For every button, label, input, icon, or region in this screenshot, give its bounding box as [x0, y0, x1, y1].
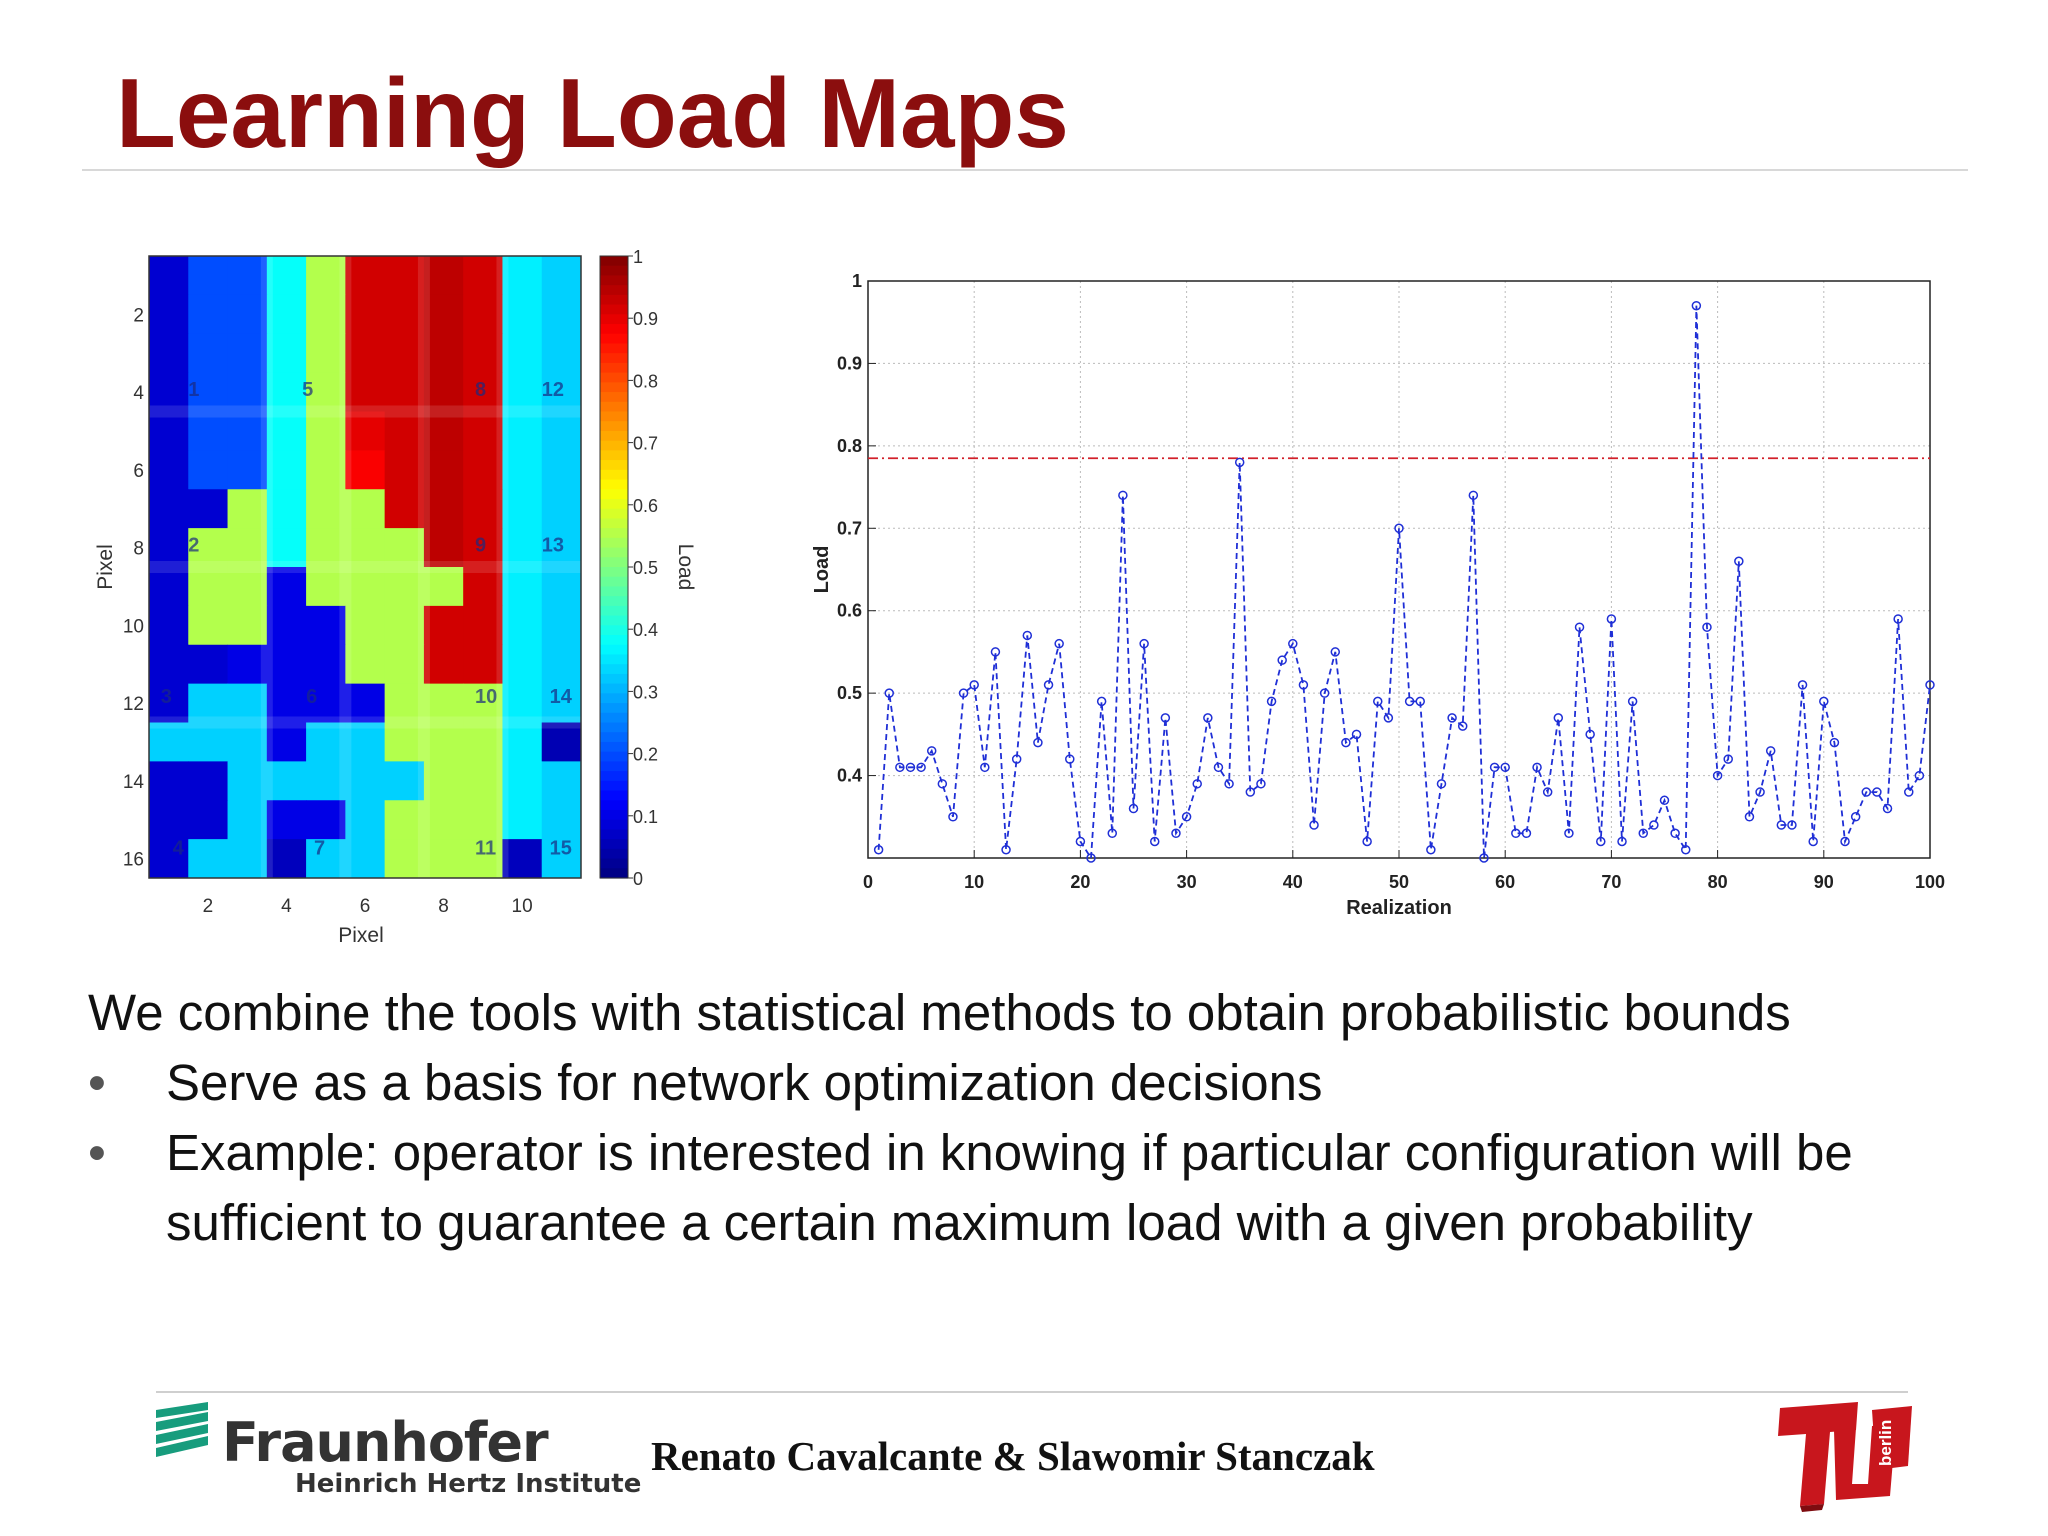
footer-authors: Renato Cavalcante & Slawomir Stanczak — [651, 1433, 1375, 1479]
heatmap-cell — [542, 761, 582, 800]
y-tick-label: 1 — [851, 271, 862, 291]
colorbar-segment — [600, 674, 628, 684]
heatmap-cell — [188, 761, 228, 800]
heatmap-cell — [188, 450, 228, 489]
colorbar-segment — [600, 441, 628, 451]
colorbar-segment — [600, 761, 628, 771]
colorbar-segment — [600, 334, 628, 344]
heatmap-cell-label: 15 — [549, 837, 572, 860]
colorbar-tick: 0.2 — [633, 744, 659, 765]
x-tick-label: 50 — [1388, 872, 1410, 892]
heatmap-cell-label: 11 — [474, 837, 497, 860]
heatmap-y-tick: 16 — [122, 849, 144, 871]
street-overlay — [149, 561, 581, 573]
heatmap-x-tick: 10 — [511, 896, 533, 917]
colorbar-segment — [600, 518, 628, 528]
colorbar-tick: 0.6 — [633, 495, 659, 516]
x-tick-label: 90 — [1813, 872, 1834, 892]
heatmap-cell — [188, 839, 228, 878]
colorbar-segment — [600, 499, 628, 509]
colorbar-segment — [600, 460, 628, 470]
colorbar-segment — [600, 684, 628, 694]
colorbar-segment — [600, 635, 628, 645]
colorbar-segment — [600, 528, 628, 538]
heatmap-cell — [188, 645, 228, 684]
colorbar-segment — [600, 752, 628, 762]
bullet-dot: • — [88, 1124, 106, 1181]
colorbar-segment — [600, 693, 628, 703]
y-tick-label: 0.8 — [836, 435, 862, 456]
colorbar-segment — [600, 353, 628, 363]
colorbar-segment — [600, 849, 628, 859]
body-intro: We combine the tools with statistical methods to obtain probabilistic bounds — [88, 984, 1791, 1041]
street-overlay — [149, 406, 581, 418]
heatmap-y-tick: 6 — [133, 460, 144, 482]
colorbar-segment — [600, 412, 628, 422]
bullet-dot: • — [88, 1054, 106, 1111]
colorbar-tick: 0.4 — [633, 620, 659, 641]
colorbar-segment — [600, 480, 628, 490]
colorbar-tick: 0.8 — [633, 371, 659, 392]
colorbar-segment — [600, 820, 628, 830]
colorbar-segment — [600, 421, 628, 431]
heatmap-x-tick: 8 — [438, 896, 449, 917]
colorbar-segment — [600, 616, 628, 626]
heatmap-cell-label: 7 — [313, 837, 326, 860]
heatmap-cell — [188, 489, 228, 528]
heatmap-y-tick: 10 — [122, 616, 144, 638]
heatmap-cell — [188, 256, 228, 295]
x-tick-label: 0 — [862, 872, 874, 892]
y-tick-label: 0.5 — [836, 683, 862, 704]
colorbar-segment — [600, 859, 628, 869]
colorbar-segment — [600, 606, 628, 616]
heatmap-cell-label: 5 — [302, 378, 314, 401]
heatmap-cell — [149, 256, 189, 295]
colorbar-tick: 1 — [633, 247, 644, 267]
colorbar-segment — [600, 470, 628, 480]
x-tick-label: 20 — [1070, 872, 1091, 892]
heatmap-cell — [149, 334, 189, 373]
heatmap-y-tick: 2 — [133, 305, 144, 327]
colorbar-segment — [600, 256, 628, 266]
colorbar-segment — [600, 343, 628, 353]
y-tick-label: 0.6 — [836, 600, 862, 621]
heatmap-cell — [542, 489, 582, 528]
heatmap-cell — [149, 295, 189, 334]
colorbar-segment — [600, 625, 628, 635]
heatmap-cell — [188, 334, 228, 373]
colorbar-segment — [600, 363, 628, 373]
line-chart — [811, 271, 1945, 919]
colorbar-segment — [600, 742, 628, 752]
colorbar-segment — [600, 703, 628, 713]
heatmap-cell-label: 12 — [541, 378, 564, 401]
heatmap-cell — [188, 606, 228, 645]
heatmap-cell-label: 9 — [474, 534, 487, 557]
colorbar-segment — [600, 781, 628, 791]
heatmap-cell-label: 6 — [306, 686, 318, 709]
colorbar-segment — [600, 305, 628, 315]
heatmap-cell — [188, 800, 228, 839]
y-tick-label: 0.4 — [836, 765, 862, 786]
colorbar-tick: 0.5 — [633, 558, 659, 578]
colorbar-label: Load — [674, 543, 697, 591]
colorbar-segment — [600, 800, 628, 810]
colorbar-segment — [600, 538, 628, 548]
colorbar-segment — [600, 295, 628, 305]
x-tick-label: 70 — [1601, 872, 1622, 892]
colorbar-segment — [600, 402, 628, 412]
colorbar-segment — [600, 324, 628, 334]
heatmap-cell — [149, 606, 189, 645]
colorbar-segment — [600, 266, 628, 276]
street-overlay — [149, 717, 581, 729]
colorbar-tick: 0 — [633, 869, 644, 889]
heatmap-x-tick: 6 — [359, 896, 371, 917]
heatmap-y-tick: 14 — [122, 771, 144, 793]
heatmap-x-tick: 2 — [202, 896, 214, 917]
heatmap-cell — [542, 450, 582, 489]
colorbar-segment — [600, 723, 628, 733]
colorbar-segment — [600, 314, 628, 324]
heatmap-chart — [94, 247, 697, 947]
y-tick-label: 0.9 — [836, 353, 862, 374]
colorbar-segment — [600, 586, 628, 596]
heatmap-x-tick: 4 — [281, 896, 292, 917]
heatmap-y-tick: 8 — [133, 538, 144, 560]
x-tick-label: 60 — [1495, 872, 1516, 892]
colorbar-segment — [600, 548, 628, 558]
heatmap-cell-label: 2 — [188, 534, 200, 557]
colorbar-segment — [600, 810, 628, 820]
x-tick-label: 10 — [964, 872, 985, 892]
x-tick-label: 100 — [1914, 872, 1946, 892]
heatmap-cell — [542, 334, 582, 373]
fraunhofer-logo-icon — [156, 1402, 216, 1462]
heatmap-cell — [542, 800, 582, 839]
colorbar-segment — [600, 868, 628, 878]
heatmap-cell — [188, 295, 228, 334]
heatmap-x-label: Pixel — [338, 924, 384, 947]
colorbar-segment — [600, 489, 628, 499]
tu-berlin-word: berlin — [1876, 1419, 1895, 1466]
colorbar-tick: 0.3 — [633, 682, 659, 703]
footer-divider — [156, 1391, 1908, 1393]
colorbar-tick: 0.7 — [633, 433, 659, 454]
heatmap-cell-label: 13 — [541, 534, 564, 557]
x-axis-label: Realization — [1346, 897, 1452, 919]
colorbar-segment — [600, 392, 628, 402]
colorbar-segment — [600, 285, 628, 295]
heatmap-cell-label: 10 — [474, 686, 498, 709]
slide-title: Learning Load Maps — [116, 58, 1069, 168]
y-axis-label: Load — [811, 545, 833, 594]
heatmap-cell-label: 1 — [188, 378, 200, 401]
heatmap-cell — [149, 489, 189, 528]
heatmap-cell-label: 8 — [474, 378, 487, 401]
colorbar-segment — [600, 577, 628, 587]
bullet-item — [88, 1048, 2018, 1118]
bullet-item — [88, 1118, 2018, 1258]
colorbar-segment — [600, 382, 628, 392]
colorbar-segment — [600, 450, 628, 460]
slide-body — [88, 978, 2018, 1258]
x-tick-label: 30 — [1176, 872, 1197, 892]
colorbar-segment — [600, 275, 628, 285]
colorbar-segment — [600, 829, 628, 839]
heatmap-y-tick: 12 — [122, 694, 144, 716]
heatmap-cell-label: 14 — [549, 686, 572, 709]
colorbar-tick: 0.1 — [633, 806, 659, 827]
heatmap-y-label: Pixel — [94, 544, 117, 590]
colorbar-segment — [600, 509, 628, 519]
y-tick-label: 0.7 — [836, 518, 862, 539]
colorbar-segment — [600, 645, 628, 655]
heatmap-y-tick: 4 — [133, 383, 144, 405]
bullet-text: Serve as a basis for network optimization decisions — [166, 1054, 1323, 1111]
colorbar-segment — [600, 791, 628, 801]
colorbar-segment — [600, 373, 628, 383]
heatmap-cell — [542, 256, 582, 295]
heatmap-cell — [149, 761, 189, 800]
colorbar-segment — [600, 654, 628, 664]
colorbar-segment — [600, 557, 628, 567]
heatmap-cell — [542, 295, 582, 334]
colorbar-segment — [600, 567, 628, 577]
colorbar-segment — [600, 431, 628, 441]
bullet-text: Example: operator is interested in knowing if particular configuration will be sufficient to guarantee a certain maximum load with a given probability — [166, 1124, 1853, 1251]
fraunhofer-subtitle: Heinrich Hertz Institute — [295, 1469, 642, 1499]
colorbar-segment — [600, 839, 628, 849]
colorbar-segment — [600, 732, 628, 742]
colorbar-tick: 0.9 — [633, 309, 659, 330]
heatmap-cell — [542, 645, 582, 684]
colorbar-segment — [600, 771, 628, 781]
heatmap-cell — [149, 450, 189, 489]
colorbar-segment — [600, 664, 628, 674]
heatmap-cell — [149, 645, 189, 684]
heatmap-cell-label: 3 — [160, 686, 172, 709]
heatmap-cell — [542, 606, 582, 645]
heatmap-cell-label: 4 — [172, 837, 184, 860]
heatmap-cell — [149, 800, 189, 839]
colorbar-segment — [600, 596, 628, 606]
fraunhofer-name: Fraunhofer — [222, 1411, 548, 1474]
colorbar-segment — [600, 713, 628, 723]
x-tick-label: 40 — [1282, 872, 1303, 892]
x-tick-label: 80 — [1707, 872, 1728, 892]
